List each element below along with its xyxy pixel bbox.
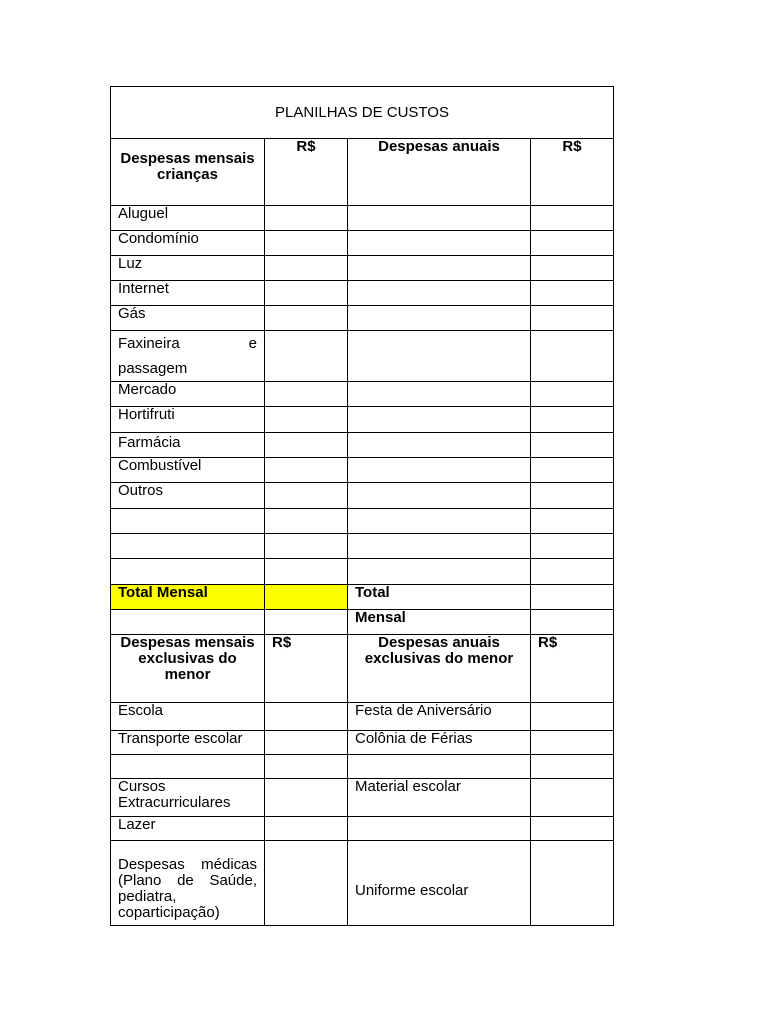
exclusive-monthly-item: Transporte escolar xyxy=(111,731,265,755)
exclusive-monthly-item: Lazer xyxy=(111,817,265,841)
annual-item-cell[interactable] xyxy=(348,306,531,331)
expense-value-cell[interactable] xyxy=(265,306,348,331)
total-value-right[interactable] xyxy=(531,585,614,610)
expense-item-label: Combustível xyxy=(111,458,265,483)
empty-cell[interactable] xyxy=(531,610,614,635)
expense-value-cell[interactable] xyxy=(265,382,348,407)
empty-cell[interactable] xyxy=(531,509,614,534)
empty-cell[interactable] xyxy=(348,534,531,559)
empty-cell[interactable] xyxy=(531,534,614,559)
expense-item-label: Farmácia xyxy=(111,433,265,458)
empty-cell[interactable] xyxy=(531,559,614,585)
annual-item-cell[interactable] xyxy=(348,256,531,281)
empty-cell[interactable] xyxy=(111,509,265,534)
expense-value-cell[interactable] xyxy=(265,256,348,281)
annual-value-cell[interactable] xyxy=(531,256,614,281)
expense-item-label: Luz xyxy=(111,256,265,281)
annual-value-cell[interactable] xyxy=(531,483,614,509)
total-monthly-value[interactable] xyxy=(265,585,348,610)
exclusive-monthly-item: Escola xyxy=(111,703,265,731)
annual-value-cell[interactable] xyxy=(531,433,614,458)
empty-cell[interactable] xyxy=(348,509,531,534)
exclusive-monthly-value[interactable] xyxy=(265,779,348,817)
expense-value-cell[interactable] xyxy=(265,331,348,382)
exclusive-annual-value[interactable] xyxy=(531,731,614,755)
exclusive-annual-value[interactable] xyxy=(531,841,614,926)
exclusive-annual-value[interactable] xyxy=(531,703,614,731)
annual-value-cell[interactable] xyxy=(531,231,614,256)
annual-item-cell[interactable] xyxy=(348,433,531,458)
annual-item-cell[interactable] xyxy=(348,407,531,433)
header-monthly-exclusive: Despesas mensais exclusivas do menor xyxy=(111,635,265,703)
annual-value-cell[interactable] xyxy=(531,382,614,407)
empty-cell[interactable] xyxy=(265,509,348,534)
expense-item-label: Hortifruti xyxy=(111,407,265,433)
expense-value-cell[interactable] xyxy=(265,483,348,509)
total-label-right: Total xyxy=(348,585,531,610)
exclusive-monthly-item: Cursos Extracurriculares xyxy=(111,779,265,817)
annual-value-cell[interactable] xyxy=(531,331,614,382)
exclusive-annual-value[interactable] xyxy=(531,779,614,817)
annual-item-cell[interactable] xyxy=(348,458,531,483)
expense-value-cell[interactable] xyxy=(265,407,348,433)
expense-value-cell[interactable] xyxy=(265,206,348,231)
expense-item-label: Aluguel xyxy=(111,206,265,231)
exclusive-monthly-item: Despesas médicas (Plano de Saúde, pediatra, coparticipação) xyxy=(111,841,265,926)
header-currency-annual: R$ xyxy=(531,139,614,206)
annual-item-cell[interactable] xyxy=(348,331,531,382)
empty-cell[interactable] xyxy=(111,610,265,635)
empty-cell[interactable] xyxy=(111,534,265,559)
annual-value-cell[interactable] xyxy=(531,306,614,331)
header-currency-2: R$ xyxy=(265,635,348,703)
header-monthly-expenses: Despesas mensais crianças xyxy=(111,139,265,206)
annual-value-cell[interactable] xyxy=(531,281,614,306)
exclusive-monthly-value[interactable] xyxy=(265,755,348,779)
expense-value-cell[interactable] xyxy=(265,281,348,306)
empty-cell[interactable] xyxy=(111,559,265,585)
total-label-right-cont: Mensal xyxy=(348,610,531,635)
expense-value-cell[interactable] xyxy=(265,458,348,483)
expense-item-label: Gás xyxy=(111,306,265,331)
annual-item-cell[interactable] xyxy=(348,382,531,407)
empty-cell[interactable] xyxy=(348,559,531,585)
annual-item-cell[interactable] xyxy=(348,281,531,306)
empty-cell[interactable] xyxy=(265,534,348,559)
exclusive-monthly-value[interactable] xyxy=(265,731,348,755)
exclusive-annual-item[interactable] xyxy=(348,817,531,841)
annual-value-cell[interactable] xyxy=(531,407,614,433)
expense-value-cell[interactable] xyxy=(265,231,348,256)
exclusive-monthly-item[interactable] xyxy=(111,755,265,779)
exclusive-annual-value[interactable] xyxy=(531,817,614,841)
expense-item-label: Mercado xyxy=(111,382,265,407)
total-monthly-label: Total Mensal xyxy=(111,585,265,610)
cost-spreadsheet-table xyxy=(110,86,614,926)
expense-item-label: Internet xyxy=(111,281,265,306)
exclusive-annual-item[interactable] xyxy=(348,755,531,779)
exclusive-annual-value[interactable] xyxy=(531,755,614,779)
exclusive-monthly-value[interactable] xyxy=(265,817,348,841)
exclusive-annual-item: Material escolar xyxy=(348,779,531,817)
header-currency: R$ xyxy=(265,139,348,206)
expense-value-cell[interactable] xyxy=(265,433,348,458)
expense-item-label: Outros xyxy=(111,483,265,509)
exclusive-annual-item: Festa de Aniversário xyxy=(348,703,531,731)
annual-item-cell[interactable] xyxy=(348,231,531,256)
exclusive-monthly-value[interactable] xyxy=(265,841,348,926)
header-annual-exclusive: Despesas anuais exclusivas do menor xyxy=(348,635,531,703)
annual-item-cell[interactable] xyxy=(348,483,531,509)
header-currency-annual-2: R$ xyxy=(531,635,614,703)
annual-value-cell[interactable] xyxy=(531,458,614,483)
exclusive-annual-item: Colônia de Férias xyxy=(348,731,531,755)
empty-cell[interactable] xyxy=(265,610,348,635)
expense-item-label: Condomínio xyxy=(111,231,265,256)
exclusive-annual-item: Uniforme escolar xyxy=(348,841,531,926)
expense-item-label: Faxineira e passagem xyxy=(111,331,265,382)
annual-item-cell[interactable] xyxy=(348,206,531,231)
header-annual-expenses: Despesas anuais xyxy=(348,139,531,206)
annual-value-cell[interactable] xyxy=(531,206,614,231)
sheet-title: PLANILHAS DE CUSTOS xyxy=(111,87,614,139)
empty-cell[interactable] xyxy=(265,559,348,585)
exclusive-monthly-value[interactable] xyxy=(265,703,348,731)
